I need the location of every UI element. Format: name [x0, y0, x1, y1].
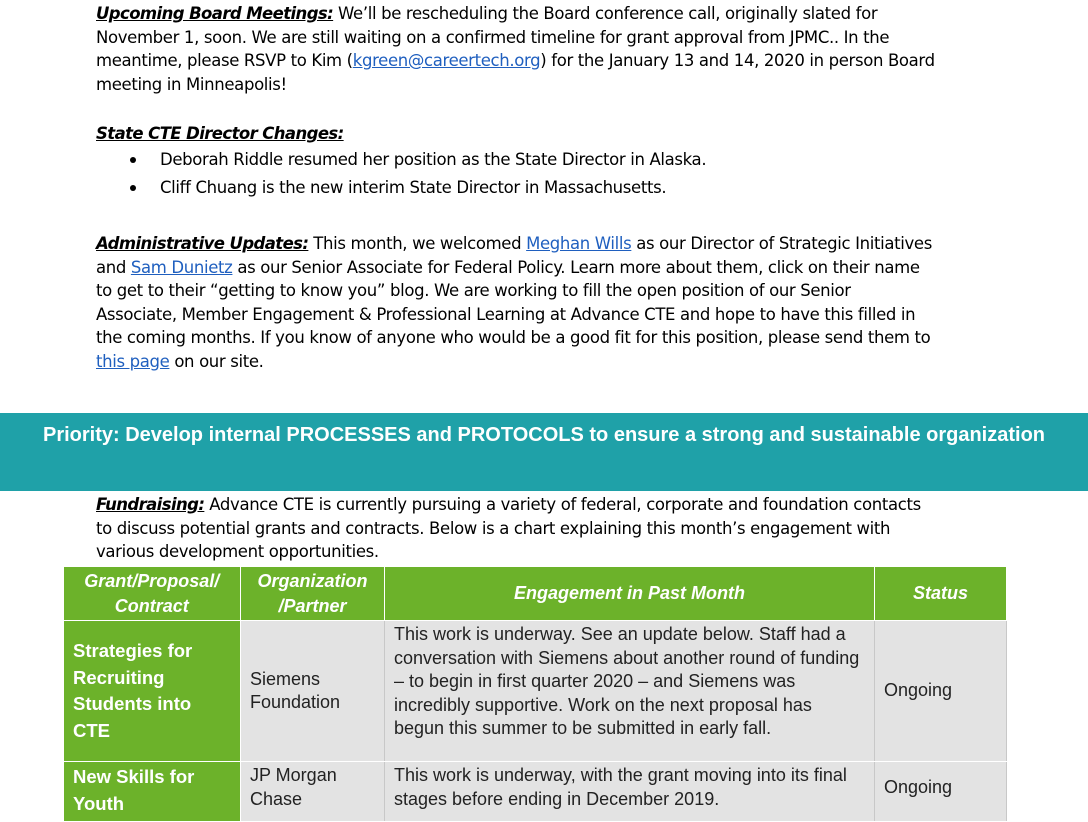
engagement-cell: This work is underway. See an update below. Staff had a conversation with Siemens about another round of funding – to begin in first quarter 2020 – and Siemens was incredibly supportive. Work on the next proposal has begun this summer to be submitted in early fall. — [385, 621, 875, 762]
engagement-table — [63, 567, 1007, 822]
state-director-heading: State CTE Director Changes: — [96, 124, 344, 143]
admin-text: as our Senior Associate for Federal Policy. Learn more about them, click on their name to get to their “getting to know you” blog. We are working to fill the open position of our Senior Associate, Member Engagement & Professional Learning at Advance CTE and hope to have this filled in the coming months. If you know of anyone who would be a good fit for this position, please send them to — [96, 257, 931, 347]
grant-name-cell: New Skills for Youth — [64, 762, 241, 822]
administrative-paragraph — [96, 232, 936, 373]
column-header-partner: Organization /Partner — [241, 567, 385, 621]
fundraising-text: Advance CTE is currently pursuing a variety of federal, corporate and foundation contacts to discuss potential grants and contracts. Below is a chart explaining this month’s engagement with various development opportunities. — [96, 495, 921, 561]
list-item — [96, 176, 936, 204]
board-meetings-text: We’ll be rescheduling the Board conference call, originally slated for November 1, soon. We are still waiting on a confirmed timeline for grant approval from JPMC.. In the meantime, please RSVP to Kim ( — [96, 4, 890, 70]
column-header-status: Status — [875, 567, 1007, 621]
column-header-engagement: Engagement in Past Month — [385, 567, 875, 621]
table-row — [64, 762, 1007, 822]
table-header-row — [64, 567, 1007, 621]
admin-text: as our Director of Strategic Initiatives and — [96, 234, 932, 277]
bullet-icon — [130, 185, 136, 191]
fundraising-paragraph — [96, 493, 936, 564]
state-director-list — [96, 148, 936, 204]
list-item-text: Deborah Riddle resumed her position as the State Director in Alaska. — [160, 149, 707, 169]
email-link[interactable]: kgreen@careertech.org — [352, 51, 541, 70]
board-meetings-text-end: ) for the January 13 and 14, 2020 in person Board meeting in Minneapolis! — [96, 51, 935, 94]
status-cell: Ongoing — [875, 621, 1007, 762]
sam-dunietz-link[interactable]: Sam Dunietz — [130, 257, 233, 277]
grant-name-cell: Strategies for Recruiting Students into CTE — [64, 621, 241, 762]
status-cell: Ongoing — [875, 762, 1007, 822]
partner-cell: JP Morgan Chase — [241, 762, 385, 822]
engagement-cell: This work is underway, with the grant moving into its final stages before ending in December 2019. — [385, 762, 875, 822]
admin-text: This month, we welcomed — [308, 234, 527, 253]
bullet-icon — [130, 157, 136, 163]
table-row — [64, 621, 1007, 762]
list-item — [96, 148, 936, 176]
meghan-wills-link[interactable]: Meghan Wills — [526, 234, 632, 253]
fundraising-heading: Fundraising: — [96, 495, 205, 514]
list-item-text: Cliff Chuang is the new interim State Director in Massachusetts. — [160, 177, 667, 197]
state-director-section — [96, 122, 936, 204]
priority-banner-text: Priority: Develop internal PROCESSES and PROTOCOLS to ensure a strong and sustainable organization — [42, 424, 1046, 446]
partner-cell: Siemens Foundation — [241, 621, 385, 762]
admin-text: on our site. — [169, 351, 264, 371]
column-header-grant: Grant/Proposal/ Contract — [64, 567, 241, 621]
priority-banner — [0, 413, 1088, 491]
board-meetings-paragraph — [96, 2, 936, 96]
board-meetings-heading: Upcoming Board Meetings: — [96, 4, 334, 23]
administrative-heading: Administrative Updates: — [96, 234, 309, 253]
this-page-link[interactable]: this page — [96, 351, 170, 371]
